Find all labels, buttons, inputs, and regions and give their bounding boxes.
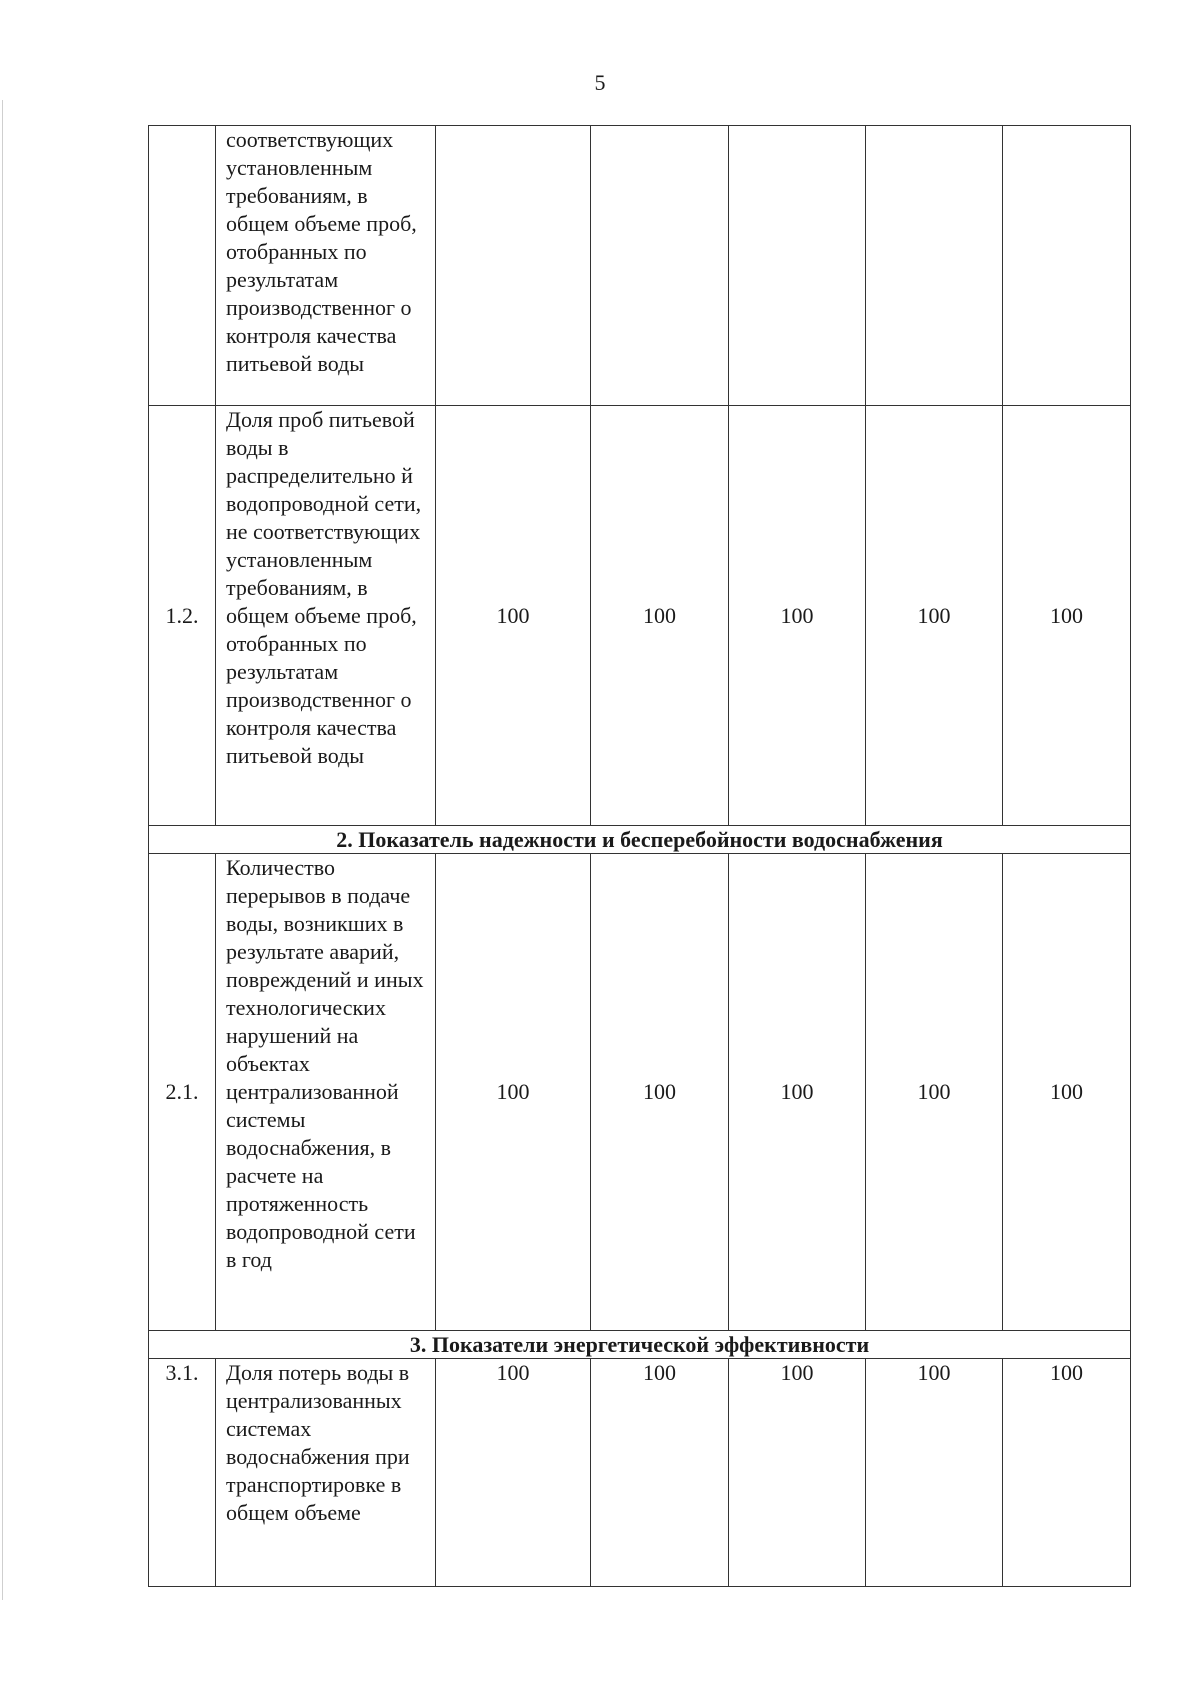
row-number: 2.1. (149, 854, 216, 1331)
indicators-table (148, 125, 1131, 1587)
value-cell: 100 (866, 1359, 1003, 1587)
value-cell: 100 (436, 854, 591, 1331)
value-cell: 100 (436, 1359, 591, 1587)
row-number (149, 126, 216, 406)
value-cell: 100 (729, 1359, 866, 1587)
indicator-description: Количество перерывов в подаче воды, возникших в результате аварий, повреждений и иных технологических нарушений на объектах централизованной системы водоснабжения, в расчете на протяженность водопроводной сети в год (216, 854, 436, 1331)
indicator-description: Доля потерь воды в централизованных системах водоснабжения при транспортировке в общем объеме (216, 1359, 436, 1587)
value-cell: 100 (1003, 406, 1131, 826)
table-row (149, 126, 1131, 406)
indicator-description: соответствующих установленным требованиям, в общем объеме проб, отобранных по результатам производственног о контроля качества питьевой воды (216, 126, 436, 406)
table-row (149, 1359, 1131, 1587)
value-cell: 100 (866, 406, 1003, 826)
row-number: 1.2. (149, 406, 216, 826)
table-row (149, 854, 1131, 1331)
value-cell (436, 126, 591, 406)
section-heading: 3. Показатели энергетической эффективности (149, 1331, 1131, 1359)
value-cell: 100 (866, 854, 1003, 1331)
value-cell: 100 (591, 406, 729, 826)
value-cell (866, 126, 1003, 406)
scan-margin-line (2, 100, 3, 1600)
value-cell: 100 (591, 854, 729, 1331)
value-cell: 100 (729, 406, 866, 826)
section-row (149, 826, 1131, 854)
value-cell (591, 126, 729, 406)
value-cell: 100 (729, 854, 866, 1331)
row-number: 3.1. (149, 1359, 216, 1587)
value-cell: 100 (591, 1359, 729, 1587)
indicator-description: Доля проб питьевой воды в распределительно й водопроводной сети, не соответствующих установленным требованиям, в общем объеме проб, отобранных по результатам производственног о контроля качества питьевой воды (216, 406, 436, 826)
value-cell (1003, 126, 1131, 406)
value-cell: 100 (436, 406, 591, 826)
table-row (149, 406, 1131, 826)
value-cell: 100 (1003, 854, 1131, 1331)
section-row (149, 1331, 1131, 1359)
page-number: 5 (594, 70, 606, 95)
value-cell (729, 126, 866, 406)
section-heading: 2. Показатель надежности и бесперебойности водоснабжения (149, 826, 1131, 854)
value-cell: 100 (1003, 1359, 1131, 1587)
